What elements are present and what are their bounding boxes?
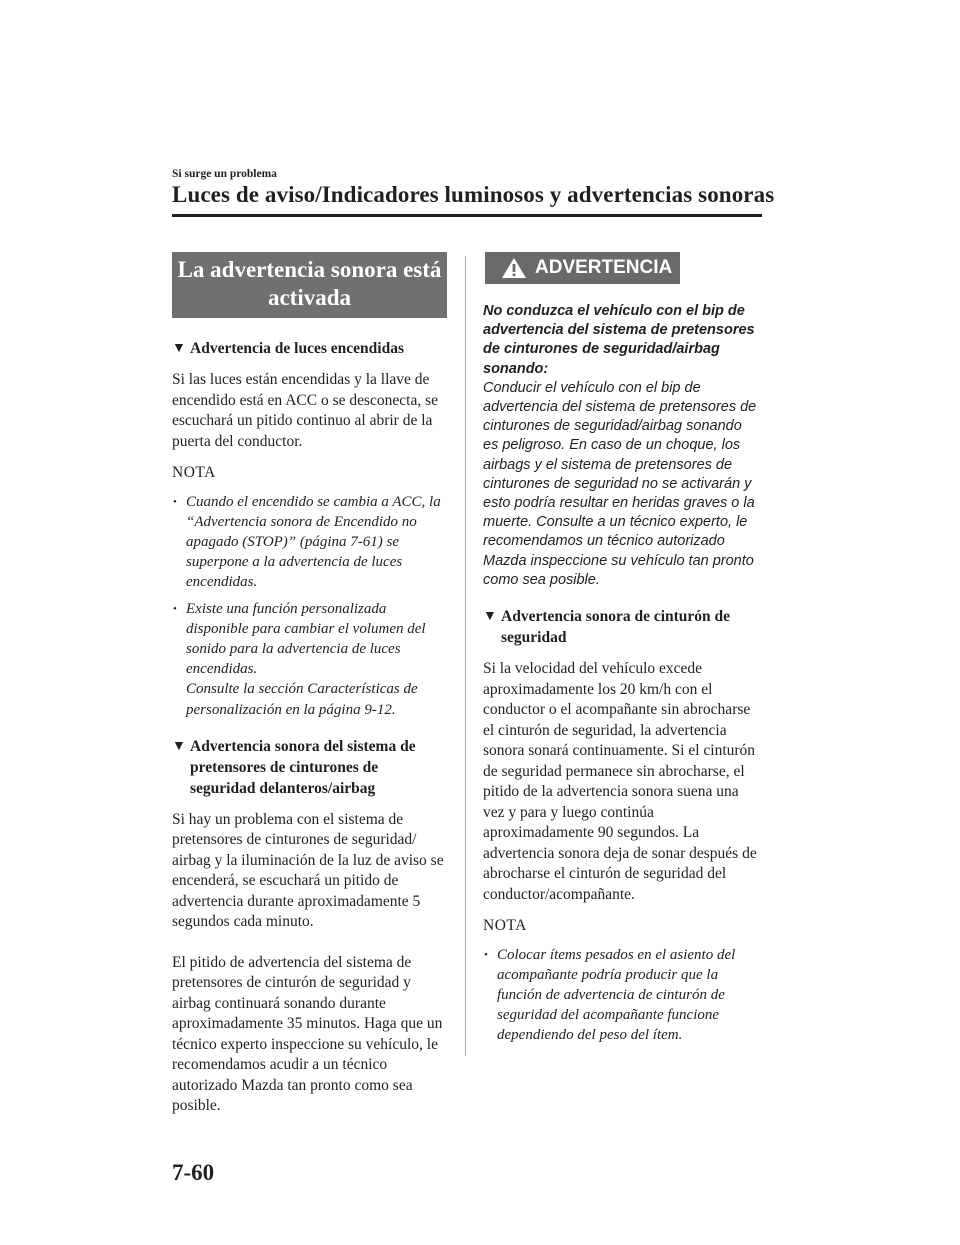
page-number: 7-60 xyxy=(172,1160,215,1185)
bullet-text: Existe una función personalizada disponible para cambiar el volumen del sonido para la advertencia de luces encendidas. xyxy=(186,600,426,678)
chapter-label: Si surge un problema xyxy=(172,168,277,180)
triangle-marker-icon: ▼ xyxy=(172,738,186,754)
note-bullet xyxy=(172,599,447,720)
subheading-text: Advertencia sonora de cinturón de seguridad xyxy=(501,608,731,647)
subheading-text: Advertencia sonora del sistema de pretensores de cinturones de seguridad delanteros/airbag xyxy=(190,737,416,797)
column-divider xyxy=(465,256,466,1056)
note-label: NOTA xyxy=(483,917,527,935)
warning-bold-text: No conduzca el vehículo con el bip de advertencia del sistema de pretensores de cinturones de seguridad/airbag sonando: xyxy=(483,303,755,377)
warning-triangle-icon xyxy=(501,257,527,279)
subheading-lights-on xyxy=(172,338,447,359)
page-title: Luces de aviso/Indicadores luminosos y advertencias sonoras xyxy=(172,182,775,207)
paragraph: Si la velocidad del vehículo excede aproximadamente los 20 km/h con el conductor o el acompañante sin abrocharse el cinturón de seguridad, la advertencia sonora sonará continuamente. Si el cinturón de seguridad permanece sin abrocharse, el pitido de la advertencia sonora suena una vez y para y luego continúa aproximadamente 90 segundos. La advertencia sonora deja de sonar después de abrocharse el cinturón de seguridad del conductor/acompañante. xyxy=(483,660,757,903)
warning-header xyxy=(485,252,680,284)
bullet-icon: • xyxy=(484,948,488,961)
triangle-marker-icon: ▼ xyxy=(172,341,186,356)
bullet-text: Colocar ítems pesados en el asiento del acompañante podría producir que la función de advertencia de cinturón de seguridad del acompañante funcione dependiendo del peso del ítem. xyxy=(497,946,736,1044)
note-bullet xyxy=(172,492,447,593)
bullet-text-continued: Consulte la sección Características de personalización en la página 9-12. xyxy=(186,681,418,718)
note-bullet xyxy=(483,945,761,1046)
subheading-seatbelt xyxy=(483,606,761,648)
subheading-text: Advertencia de luces encendidas xyxy=(190,340,404,357)
header-rule xyxy=(172,214,762,217)
left-column xyxy=(172,252,447,1117)
paragraph: El pitido de advertencia del sistema de pretensores de cinturón de seguridad y airbag continuará sonando durante aproximadamente 35 minutos. Haga que un técnico experto inspeccione su vehículo, le recomendamos acudir a un técnico autorizado Mazda tan pronto como sea posible. xyxy=(172,953,443,1115)
bullet-icon: • xyxy=(173,495,177,508)
warning-label: ADVERTENCIA xyxy=(535,257,673,278)
bullet-icon: • xyxy=(173,602,177,615)
triangle-marker-icon: ▼ xyxy=(483,609,497,625)
bullet-text: Cuando el encendido se cambia a ACC, la “Advertencia sonora de Encendido no apagado (STOP)” (página 7-61) se superpone a la advertencia de luces encendidas. xyxy=(186,493,441,591)
note-label: NOTA xyxy=(172,464,216,481)
paragraph: Si las luces están encendidas y la llave de encendido está en ACC o se desconecta, se escuchará un pitido continuo al abrir de la puerta del conductor. xyxy=(172,371,438,450)
section-title: La advertencia sonora está activada xyxy=(172,252,447,318)
right-column xyxy=(483,252,761,1046)
paragraph: Si hay un problema con el sistema de pretensores de cinturones de seguridad/ airbag y la iluminación de la luz de aviso se encenderá, se escuchará un pitido de advertencia durante aproximadamente 5 segundos cada minuto. xyxy=(172,810,444,931)
warning-text: Conducir el vehículo con el bip de advertencia del sistema de pretensores de cinturones de seguridad/airbag sonando es peligroso. En caso de un choque, los airbags y el sistema de pretensores de cinturones de seguridad no se activarán y esto podría resultar en heridas graves o la muerte. Consulte a un técnico experto, le recomendamos un técnico autorizado Mazda inspeccione su vehículo tan pronto como sea posible. xyxy=(483,379,757,588)
subheading-airbag xyxy=(172,736,447,799)
